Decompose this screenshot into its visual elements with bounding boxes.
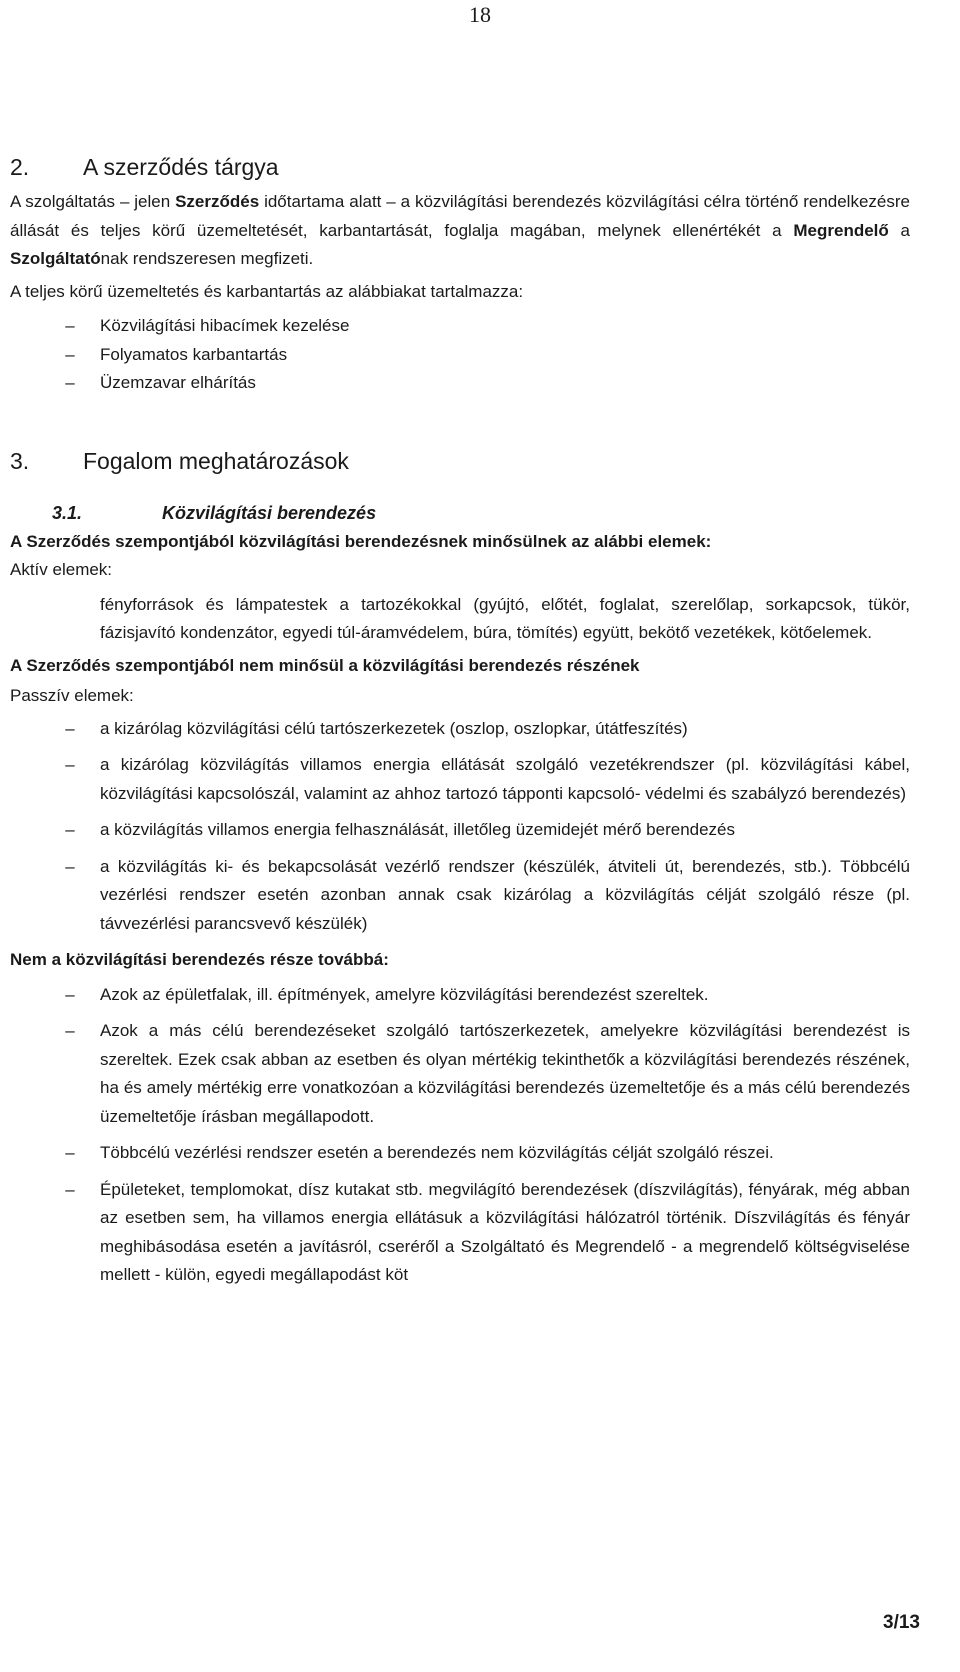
dash-bullet-icon: – <box>65 984 75 1004</box>
section-number: 2. <box>10 154 30 180</box>
subsection-3-1-heading <box>10 498 910 528</box>
lead-other: Nem a közvilágítási berendezés része továbbá: <box>10 950 389 969</box>
passive-list <box>10 715 910 939</box>
list-item <box>10 816 910 845</box>
dash-bullet-icon: – <box>65 718 75 738</box>
text-run: időtartama alatt – a közvilágítási berendezés közvilágítási célra történő rendelkezésre állását és teljes körű üzemeltetését, karbantartását, foglalja magában, melynek ellenértékét a <box>10 192 910 240</box>
lead-active: A Szerződés szempontjából közvilágítási berendezésnek minősülnek az alábbi elemek: <box>10 531 712 551</box>
section-number: 3. <box>10 447 30 474</box>
list-item-text: Üzemzavar elhárítás <box>100 373 256 392</box>
section-3-heading <box>10 444 910 478</box>
bold-term: Szerződés <box>175 192 260 211</box>
text-run: A szolgáltatás – jelen <box>10 192 176 211</box>
dash-bullet-icon: – <box>65 1143 75 1162</box>
list-item <box>10 369 910 398</box>
active-elements-text: fényforrások és lámpatestek a tartozékokkal (gyújtó, előtét, foglalat, szerelőlap, sorkapcsok, tükör, fázisjavító kondenzátor, egyedi túl-áramvédelem, búra, tömítés) együtt, bekötő vezetékek, kötőelemek. <box>100 594 910 642</box>
section-title: Fogalom meghatározások <box>83 447 349 474</box>
other-list <box>10 981 910 1290</box>
list-item <box>10 341 910 370</box>
page-number-top: 18 <box>469 2 491 27</box>
list-item <box>10 751 910 808</box>
list-item-text: a közvilágítás ki- és bekapcsolását vezérlő rendszer (készülék, átviteli út, berendezés, stb.). Többcélú vezérlési rendszer esetén azonban annak csak kizárólag a közvilágítás célját szolgáló része (pl. távvezérlési parancsvevő készülék) <box>100 856 910 933</box>
list-item-text: a kizárólag közvilágítás villamos energia ellátását szolgáló vezetékrendszer (pl. közvilágítási kábel, közvilágítási kapcsolószál, valamint az ahhoz tartozó tápponti kapcsoló- védelmi és szabályzó berendezés) <box>100 755 910 803</box>
text-run: nak rendszeresen megfizeti. <box>100 249 314 268</box>
lead-not-part: A Szerződés szempontjából nem minősül a közvilágítási berendezés részének <box>10 655 640 675</box>
text-run: a <box>888 220 911 240</box>
list-item-text: Közvilágítási hibacímek kezelése <box>100 316 350 335</box>
section-title: A szerződés tárgya <box>83 154 279 180</box>
dash-bullet-icon: – <box>65 344 75 364</box>
list-item <box>10 1139 910 1168</box>
list-item-text: Épületeket, templomokat, dísz kutakat stb. megvilágító berendezések (díszvilágítás), fényárak, még abban az esetben sem, ha villamos energia ellátásuk a közvilágítási hálózatról történik. Díszvilágítás és fényár meghibásodása esetén a javításról, cseréről a Szolgáltató és Megrendelő - a megrendelő költségviselése mellett - külön, egyedi megállapodást köt <box>100 1179 910 1284</box>
list-item-text: a közvilágítás villamos energia felhasználását, illetőleg üzemidejét mérő berendezés <box>100 820 736 839</box>
dash-bullet-icon: – <box>65 755 75 774</box>
bold-term: Megrendelő <box>793 220 889 240</box>
document-body <box>10 150 910 1298</box>
dash-bullet-icon: – <box>65 856 75 876</box>
bold-term: Szolgáltató <box>10 249 101 268</box>
list-item <box>10 312 910 341</box>
list-item-text: Többcélú vezérlési rendszer esetén a berendezés nem közvilágítás célját szolgáló részei. <box>100 1143 774 1162</box>
subsection-number: 3.1. <box>52 502 83 523</box>
list-item-text: Folyamatos karbantartás <box>100 344 288 364</box>
list-item <box>10 1017 910 1131</box>
dash-bullet-icon: – <box>65 820 75 839</box>
dash-bullet-icon: – <box>65 373 75 392</box>
list-item <box>10 853 910 939</box>
subsection-title: Közvilágítási berendezés <box>162 502 377 523</box>
subject-paragraph <box>10 188 910 274</box>
dash-bullet-icon: – <box>65 1179 75 1199</box>
list-item <box>10 715 910 744</box>
scope-list <box>10 312 910 398</box>
list-item-text: Azok az épületfalak, ill. építmények, amelyre közvilágítási berendezést szereltek. <box>100 984 709 1004</box>
list-item-text: Azok a más célú berendezéseket szolgáló tartószerkezetek, amelyekre közvilágítási berendezést is szereltek. Ezek csak abban az esetben és olyan mértékig tekinthetők a közvilágítási berendezés részének, ha és amely mértékig erre vonatkozóan a közvilágítási berendezés üzemeltetője és a más célú berendezés üzemeltetője írásban megállapodott. <box>100 1021 910 1126</box>
active-label: Aktív elemek: <box>10 560 113 579</box>
passive-label: Passzív elemek: <box>10 686 134 705</box>
page-number-bottom: 3/13 <box>883 1612 920 1633</box>
dash-bullet-icon: – <box>65 1021 75 1040</box>
list-item <box>10 1176 910 1290</box>
scope-intro: A teljes körű üzemeltetés és karbantartás az alábbiakat tartalmazza: <box>10 281 524 301</box>
list-item <box>10 981 910 1010</box>
section-2-heading <box>10 150 910 184</box>
list-item-text: a kizárólag közvilágítási célú tartószerkezetek (oszlop, oszlopkar, útátfeszítés) <box>100 718 688 738</box>
dash-bullet-icon: – <box>65 316 75 335</box>
